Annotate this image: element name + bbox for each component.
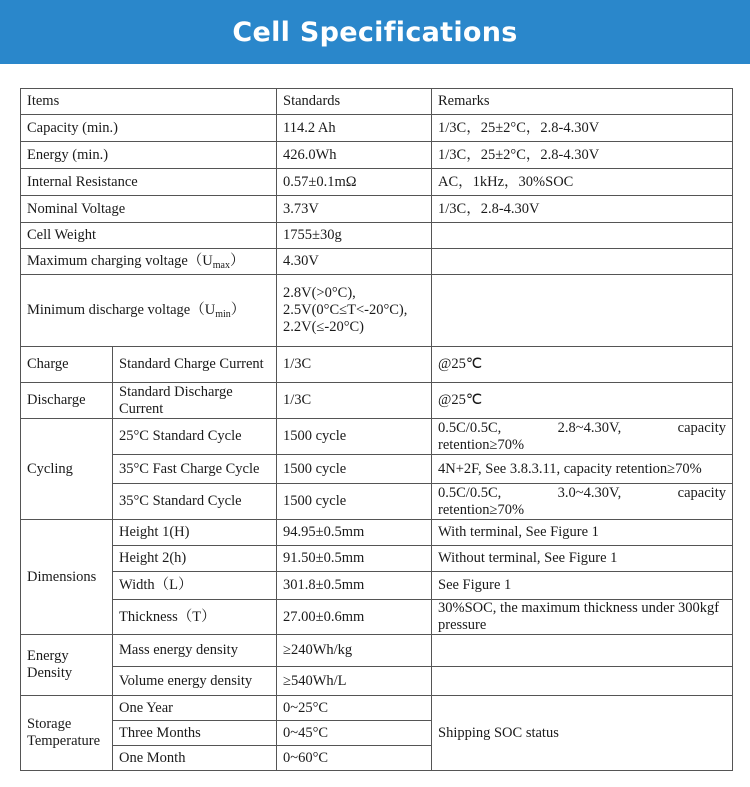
table-row — [21, 600, 733, 635]
item-cell: Cell Weight — [21, 223, 277, 249]
standard-cell: 301.8±0.5mm — [277, 572, 432, 600]
standard-cell: 114.2 Ah — [277, 115, 432, 142]
remark-cell: 1/3C，25±2°C，2.8-4.30V — [432, 142, 733, 169]
sub-item-cell: Three Months — [113, 721, 277, 746]
table-row — [21, 546, 733, 572]
header-banner — [0, 0, 750, 64]
remark-cell — [432, 249, 733, 275]
remark-cell: 0.5C/0.5C, 3.0~4.30V, capacity retention≥70% — [432, 484, 733, 520]
remark-cell: See Figure 1 — [432, 572, 733, 600]
remark-cell: 0.5C/0.5C, 2.8~4.30V, capacity retention≥70% — [432, 419, 733, 455]
table-row — [21, 383, 733, 419]
table-row — [21, 419, 733, 455]
header-remarks: Remarks — [432, 89, 733, 115]
remark-cell: @25℃ — [432, 383, 733, 419]
sub-item-cell: One Year — [113, 696, 277, 721]
table-row — [21, 455, 733, 484]
header-standards: Standards — [277, 89, 432, 115]
page-title: Cell Specifications — [232, 16, 518, 48]
standard-cell: 426.0Wh — [277, 142, 432, 169]
standard-cell: 4.30V — [277, 249, 432, 275]
remark-cell: 30%SOC, the maximum thickness under 300kgf pressure — [432, 600, 733, 635]
standard-cell: 1500 cycle — [277, 419, 432, 455]
item-cell: Cycling — [21, 419, 113, 520]
header-items: Items — [21, 89, 277, 115]
standard-cell: 1755±30g — [277, 223, 432, 249]
sub-item-cell: Standard Discharge Current — [113, 383, 277, 419]
item-cell: Maximum charging $voltage(U_{max})$ — [21, 249, 277, 275]
table-row — [21, 572, 733, 600]
table-row — [21, 635, 733, 667]
standard-cell: 0~60°C — [277, 746, 432, 771]
standard-cell: 1/3C — [277, 347, 432, 383]
sub-item-cell: 35°C Standard Cycle — [113, 484, 277, 520]
sub-item-cell: Height 1(H) — [113, 520, 277, 546]
remark-cell: 1/3C，2.8-4.30V — [432, 196, 733, 223]
sub-item-cell: 25°C Standard Cycle — [113, 419, 277, 455]
table-row — [21, 520, 733, 546]
remark-cell: 1/3C，25±2°C，2.8-4.30V — [432, 115, 733, 142]
table-row — [21, 115, 733, 142]
remark-cell: @25℃ — [432, 347, 733, 383]
standard-cell: 1500 cycle — [277, 455, 432, 484]
remark-cell — [432, 667, 733, 696]
sub-item-cell: Width（L） — [113, 572, 277, 600]
remark-cell: Without terminal, See Figure 1 — [432, 546, 733, 572]
standard-cell: 94.95±0.5mm — [277, 520, 432, 546]
item-cell: Internal Resistance — [21, 169, 277, 196]
standard-cell: ≥540Wh/L — [277, 667, 432, 696]
remark-cell — [432, 275, 733, 347]
item-cell: Discharge — [21, 383, 113, 419]
item-cell: Dimensions — [21, 520, 113, 635]
sub-item-cell: One Month — [113, 746, 277, 771]
sub-item-cell: Height 2(h) — [113, 546, 277, 572]
standard-cell: 1/3C — [277, 383, 432, 419]
table-row — [21, 223, 733, 249]
table-header-row — [21, 89, 733, 115]
item-cell: Storage Temperature — [21, 696, 113, 771]
sub-item-cell: Mass energy density — [113, 635, 277, 667]
table-row — [21, 196, 733, 223]
item-cell: Charge — [21, 347, 113, 383]
remark-cell: AC，1kHz，30%SOC — [432, 169, 733, 196]
item-cell: Energy Density — [21, 635, 113, 696]
table-row — [21, 169, 733, 196]
table-row — [21, 696, 733, 721]
sub-item-cell: 35°C Fast Charge Cycle — [113, 455, 277, 484]
table-row — [21, 347, 733, 383]
standard-cell: 3.73V — [277, 196, 432, 223]
standard-cell: 27.00±0.6mm — [277, 600, 432, 635]
standard-cell: 0.57±0.1mΩ — [277, 169, 432, 196]
item-cell: Capacity (min.) — [21, 115, 277, 142]
remark-cell: Shipping SOC status — [432, 696, 733, 771]
remark-cell: With terminal, See Figure 1 — [432, 520, 733, 546]
standard-cell: 0~25°C — [277, 696, 432, 721]
sub-item-cell: Standard Charge Current — [113, 347, 277, 383]
item-cell: Nominal Voltage — [21, 196, 277, 223]
standard-cell: 2.8V(>0°C), 2.5V(0°C≤T<-20°C), 2.2V(≤-20°C) — [277, 275, 432, 347]
standard-cell: 1500 cycle — [277, 484, 432, 520]
table-row — [21, 667, 733, 696]
table-row — [21, 142, 733, 169]
remark-cell: 4N+2F, See 3.8.3.11, capacity retention≥70% — [432, 455, 733, 484]
table-row — [21, 484, 733, 520]
sub-item-cell: Volume energy density — [113, 667, 277, 696]
standard-cell: ≥240Wh/kg — [277, 635, 432, 667]
remark-cell — [432, 223, 733, 249]
table-row — [21, 275, 733, 347]
item-cell: Minimum discharge $voltage(U_{min})$ — [21, 275, 277, 347]
standard-cell: 0~45°C — [277, 721, 432, 746]
spec-table — [20, 88, 733, 771]
remark-cell — [432, 635, 733, 667]
standard-cell: 91.50±0.5mm — [277, 546, 432, 572]
table-row — [21, 249, 733, 275]
sub-item-cell: Thickness（T） — [113, 600, 277, 635]
item-cell: Energy (min.) — [21, 142, 277, 169]
